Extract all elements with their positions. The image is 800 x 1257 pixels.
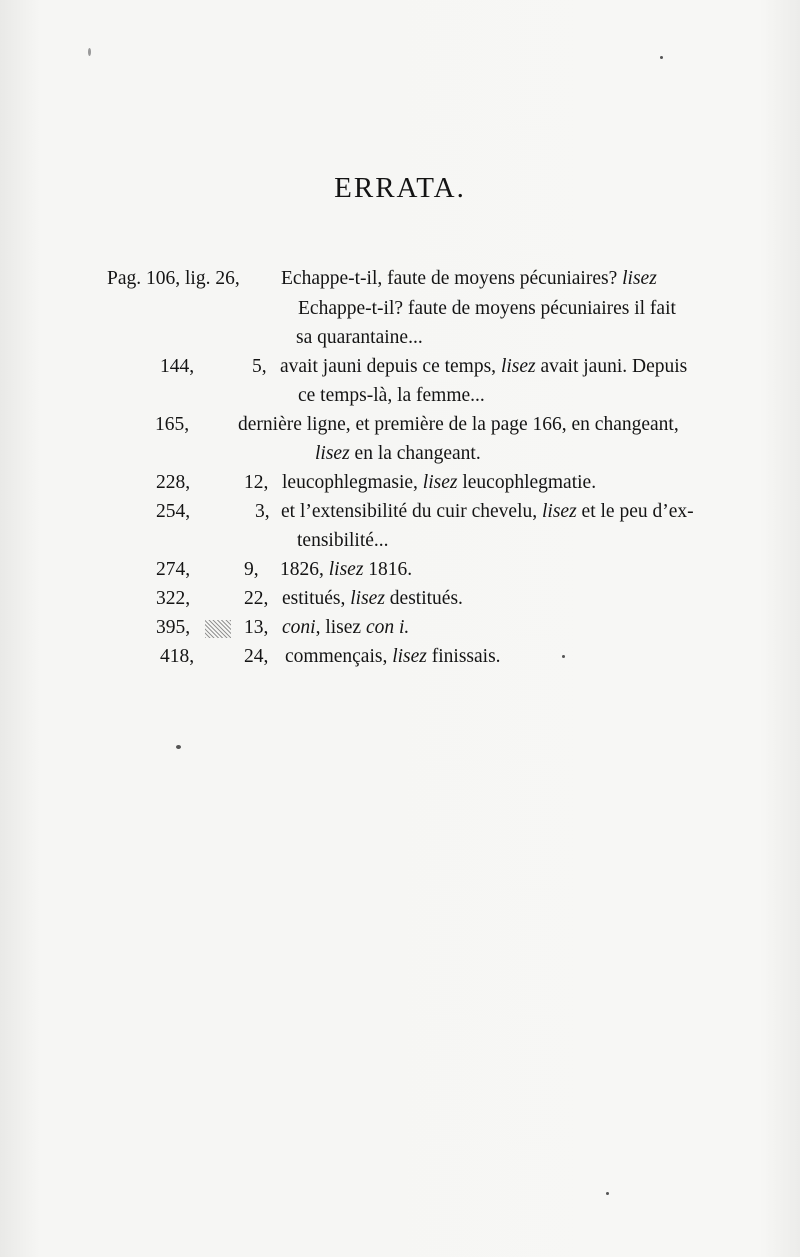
erratum-text-line: dernière ligne, et première de la page 166, en changeant, bbox=[238, 414, 679, 435]
page-reference: 418, bbox=[160, 646, 195, 667]
erratum-text-line: avait jauni depuis ce temps, lisez avait jauni. Depuis bbox=[280, 356, 688, 377]
paper-speck bbox=[176, 745, 181, 749]
page-reference: 395, bbox=[156, 617, 191, 638]
erratum-text-line: Echappe-t-il, faute de moyens pécuniaires? lisez bbox=[281, 268, 657, 289]
erratum-text-line: lisez en la changeant. bbox=[315, 443, 481, 464]
page-reference: 274, bbox=[156, 559, 191, 580]
line-reference: 22, bbox=[244, 588, 269, 609]
page-reference: Pag. 106, lig. 26, bbox=[107, 268, 240, 289]
erratum-text-line: commençais, lisez finissais. bbox=[285, 646, 501, 667]
page-reference: 228, bbox=[156, 472, 191, 493]
paper-speck bbox=[88, 48, 91, 56]
erratum-text-line: 1826, lisez 1816. bbox=[280, 559, 413, 580]
erratum-text-line: tensibilité... bbox=[297, 530, 389, 551]
erratum-text-line: Echappe-t-il? faute de moyens pécuniaires il fait bbox=[298, 298, 676, 319]
line-reference: 24, bbox=[244, 646, 269, 667]
line-reference: 12, bbox=[244, 472, 269, 493]
paper-speck bbox=[606, 1192, 609, 1195]
page-title: ERRATA. bbox=[334, 172, 466, 204]
erratum-text-line: estitués, lisez destitués. bbox=[282, 588, 463, 609]
page-reference: 254, bbox=[156, 501, 191, 522]
page-reference: 165, bbox=[155, 414, 190, 435]
line-reference: 13, bbox=[244, 617, 269, 638]
page-reference: 144, bbox=[160, 356, 195, 377]
erratum-text-line: sa quarantaine... bbox=[296, 327, 423, 348]
erratum-entry-106 bbox=[107, 268, 240, 290]
erratum-text-line: et l’extensibilité du cuir chevelu, lisez et le peu d’ex- bbox=[281, 501, 694, 522]
ink-smudge bbox=[205, 620, 231, 638]
line-reference: 9, bbox=[244, 559, 259, 580]
erratum-text-line: coni, lisez con i. bbox=[282, 617, 410, 638]
erratum-text-line: ce temps-là, la femme... bbox=[298, 385, 485, 406]
erratum-text-line: leucophlegmasie, lisez leucophlegmatie. bbox=[282, 472, 597, 493]
line-reference: 3, bbox=[255, 501, 270, 522]
paper-speck bbox=[660, 56, 663, 59]
paper-speck bbox=[562, 655, 565, 658]
line-reference: 5, bbox=[252, 356, 267, 377]
page-reference: 322, bbox=[156, 588, 191, 609]
